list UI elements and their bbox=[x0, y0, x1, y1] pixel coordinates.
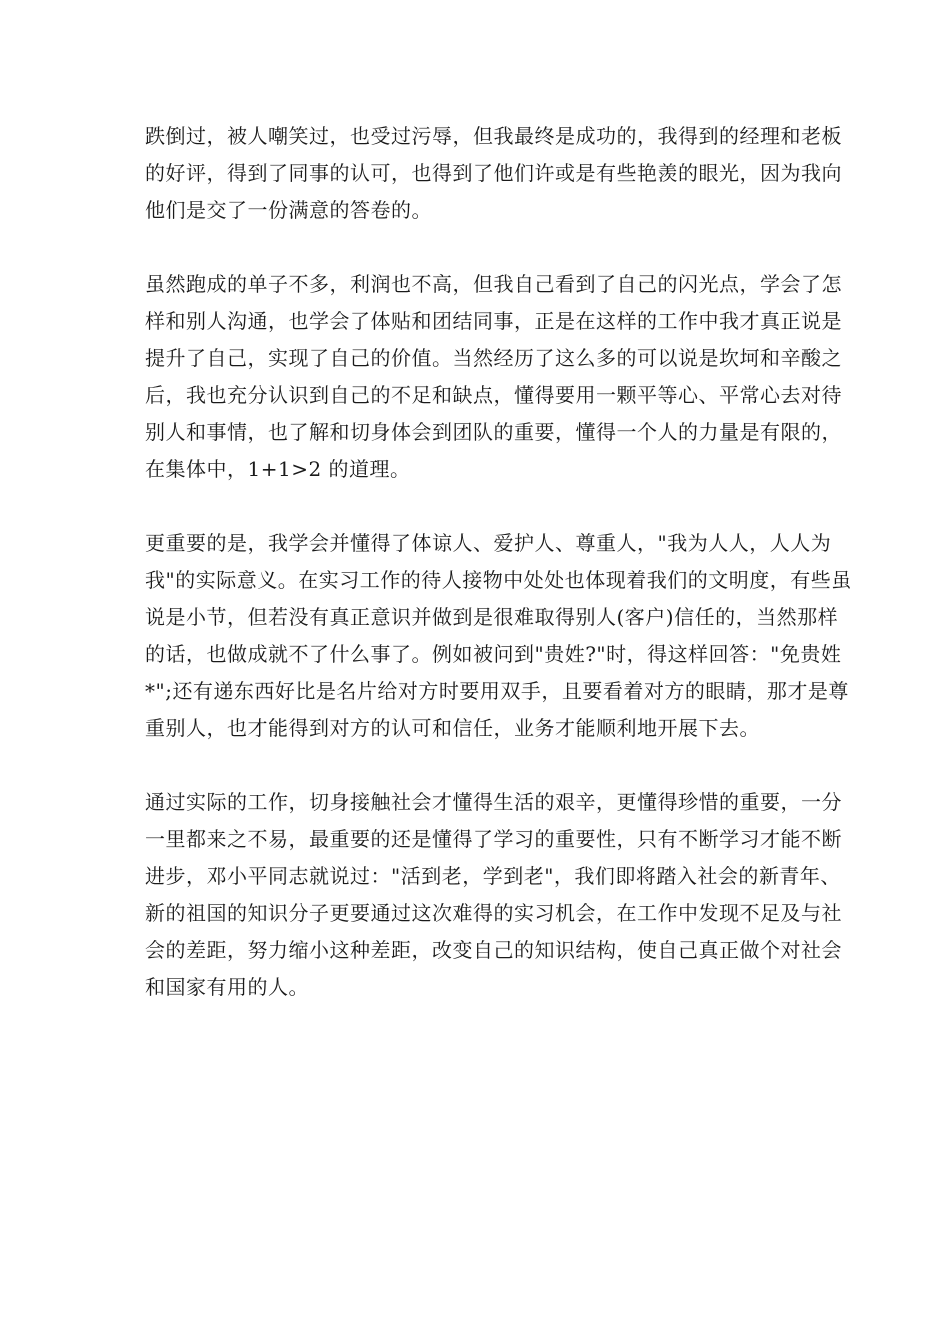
text-line: 跌倒过，被人嘲笑过，也受过污辱，但我最终是成功的，我得到的经理和老板 bbox=[145, 124, 842, 148]
text-line: 新的祖国的知识分子更要通过这次难得的实习机会，在工作中发现不足及与社 bbox=[145, 901, 842, 925]
text-line: 更重要的是，我学会并懂得了体谅人、爱护人、尊重人，"我为人人，人人为 bbox=[145, 531, 832, 555]
paragraph-1 bbox=[145, 118, 842, 229]
text-line: 说是小节，但若没有真正意识并做到是很难取得别人(客户)信任的，当然那样 bbox=[145, 605, 839, 629]
text-line: 的好评，得到了同事的认可，也得到了他们许或是有些艳羡的眼光，因为我向 bbox=[145, 161, 842, 185]
text-line: 虽然跑成的单子不多，利润也不高，但我自己看到了自己的闪光点，学会了怎 bbox=[145, 272, 842, 296]
text-line: *";还有递东西好比是名片给对方时要用双手，且要看着对方的眼睛，那才是尊 bbox=[145, 679, 849, 703]
document-body bbox=[145, 118, 852, 1043]
text-line: 提升了自己，实现了自己的价值。当然经历了这么多的可以说是坎坷和辛酸之 bbox=[145, 346, 842, 370]
text-line: 通过实际的工作，切身接触社会才懂得生活的艰辛，更懂得珍惜的重要，一分 bbox=[145, 790, 842, 814]
text-line: 样和别人沟通，也学会了体贴和团结同事，正是在这样的工作中我才真正说是 bbox=[145, 309, 842, 333]
text-line: 重别人，也才能得到对方的认可和信任，业务才能顺利地开展下去。 bbox=[145, 716, 760, 740]
paragraph-2 bbox=[145, 266, 842, 488]
text-line: 别人和事情，也了解和切身体会到团队的重要，懂得一个人的力量是有限的， bbox=[145, 420, 842, 444]
text-line: 后，我也充分认识到自己的不足和缺点，懂得要用一颗平等心、平常心去对待 bbox=[145, 383, 842, 407]
paragraph-4 bbox=[145, 784, 842, 1006]
text-line: 在集体中，1+1>2 的道理。 bbox=[145, 457, 411, 481]
text-line: 的话，也做成就不了什么事了。例如被问到"贵姓?"时，得这样回答："免贵姓 bbox=[145, 642, 842, 666]
text-line: 我"的实际意义。在实习工作的待人接物中处处也体现着我们的文明度，有些虽 bbox=[145, 568, 852, 592]
paragraph-3 bbox=[145, 525, 852, 747]
text-line: 他们是交了一份满意的答卷的。 bbox=[145, 198, 432, 222]
text-line: 会的差距，努力缩小这种差距，改变自己的知识结构，使自己真正做个对社会 bbox=[145, 938, 842, 962]
text-line: 和国家有用的人。 bbox=[145, 975, 309, 999]
text-line: 一里都来之不易，最重要的还是懂得了学习的重要性，只有不断学习才能不断 bbox=[145, 827, 842, 851]
text-line: 进步，邓小平同志就说过："活到老，学到老"，我们即将踏入社会的新青年、 bbox=[145, 864, 841, 888]
